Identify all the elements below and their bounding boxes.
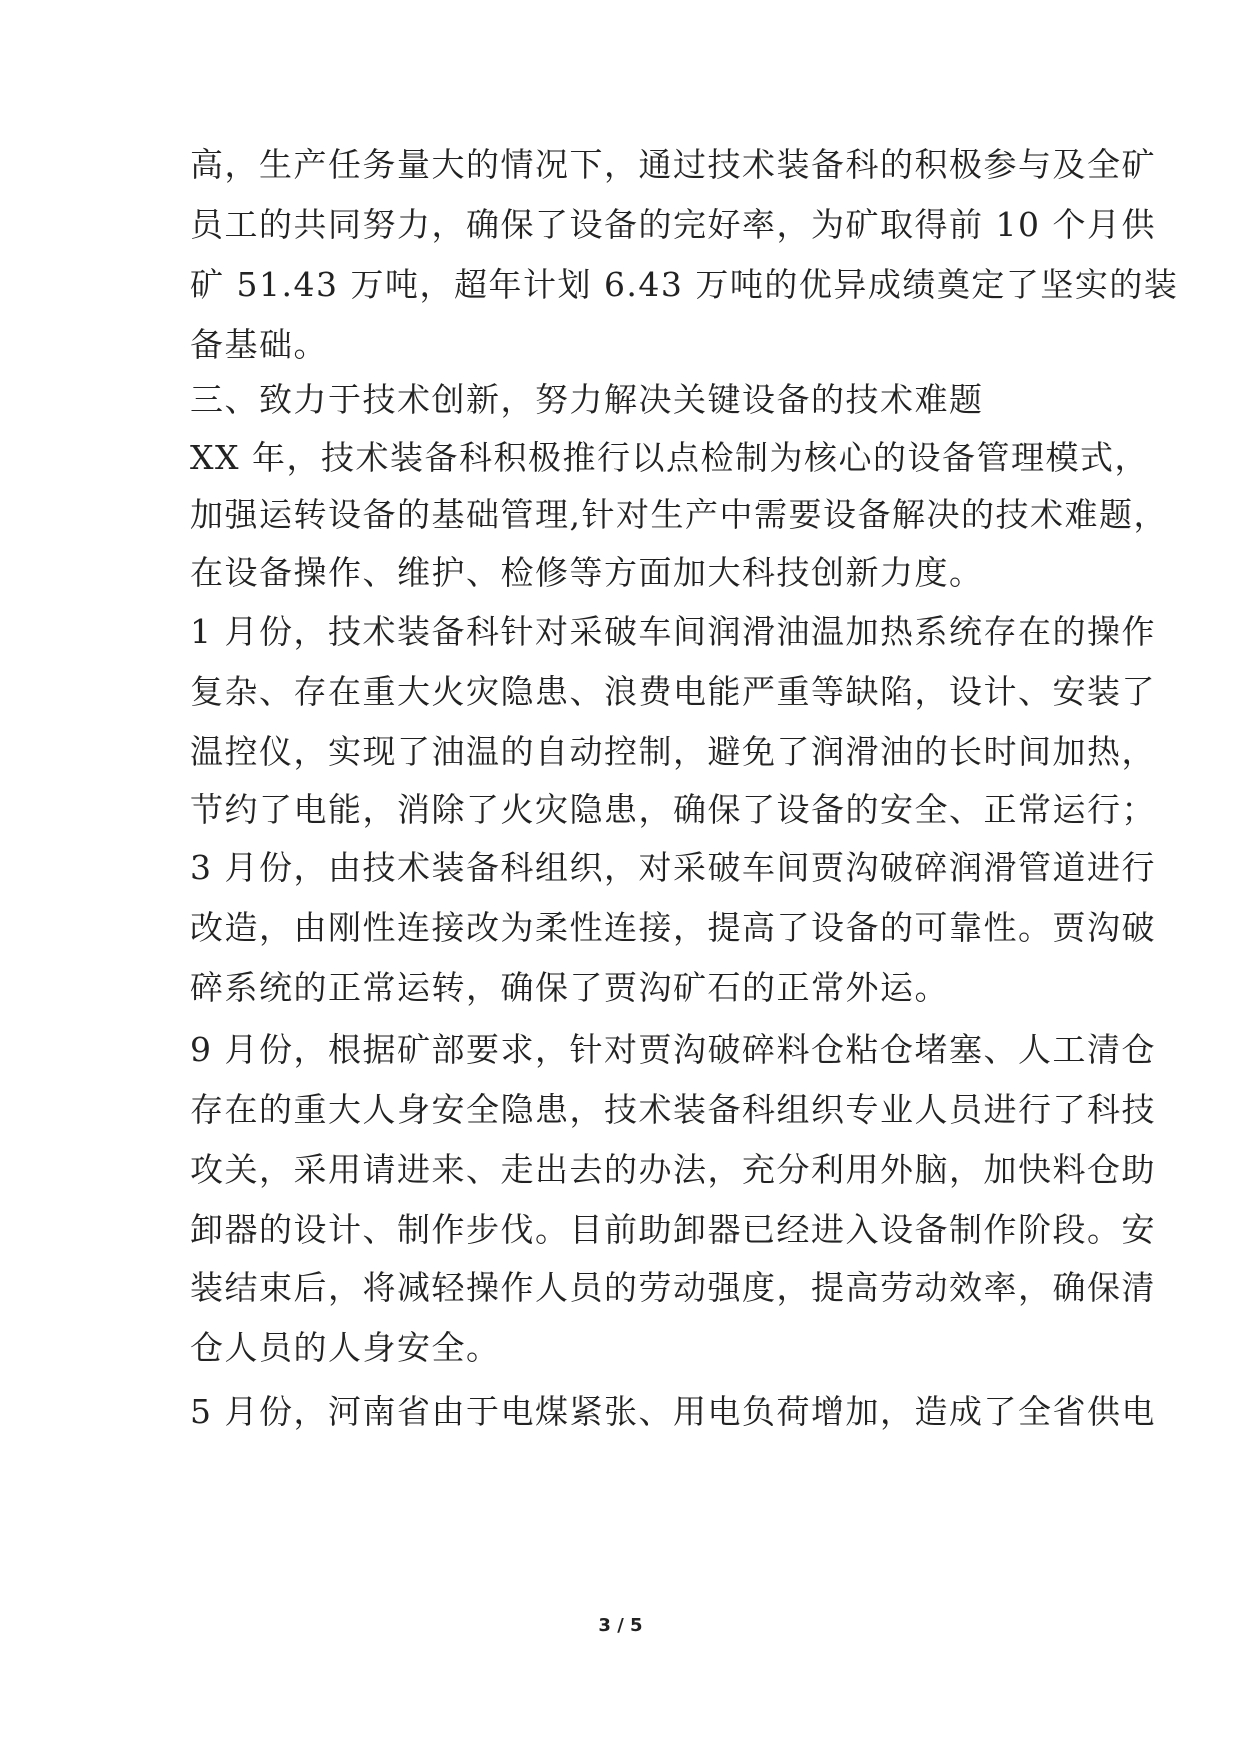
body-text-line: 5 月份，河南省由于电煤紧张、用电负荷增加，造成了全省供电 (190, 1392, 1156, 1431)
body-text-line: 9 月份，根据矿部要求，针对贾沟破碎料仓粘仓堵塞、人工清仓 (190, 1030, 1156, 1069)
body-text-line: 存在的重大人身安全隐患，技术装备科组织专业人员进行了科技 (190, 1090, 1156, 1129)
body-text-line: 温控仪，实现了油温的自动控制，避免了润滑油的长时间加热， (190, 732, 1156, 771)
body-text-line: XX 年，技术装备科积极推行以点检制为核心的设备管理模式， (190, 438, 1149, 477)
body-text-line: 卸器的设计、制作步伐。目前助卸器已经进入设备制作阶段。安 (190, 1210, 1156, 1249)
body-text-line: 节约了电能，消除了火灾隐患，确保了设备的安全、正常运行； (190, 790, 1156, 829)
body-text-line: 改造，由刚性连接改为柔性连接，提高了设备的可靠性。贾沟破 (190, 908, 1156, 947)
body-text-line: 装结束后，将减轻操作人员的劳动强度，提高劳动效率，确保清 (190, 1268, 1156, 1307)
body-text-line: 矿 51.43 万吨，超年计划 6.43 万吨的优异成绩奠定了坚实的装 (190, 265, 1179, 304)
page-number: 3 / 5 (598, 1615, 643, 1636)
body-text-line: 高，生产任务量大的情况下，通过技术装备科的积极参与及全矿 (190, 145, 1156, 184)
body-text-line: 3 月份，由技术装备科组织，对采破车间贾沟破碎润滑管道进行 (190, 848, 1156, 887)
body-text-line: 复杂、存在重大火灾隐患、浪费电能严重等缺陷，设计、安装了 (190, 672, 1156, 711)
body-text-line: 在设备操作、维护、检修等方面加大科技创新力度。 (190, 553, 984, 592)
body-text-line: 备基础。 (190, 325, 328, 364)
body-text-line: 仓人员的人身安全。 (190, 1328, 501, 1367)
body-text-line: 碎系统的正常运转，确保了贾沟矿石的正常外运。 (190, 968, 949, 1007)
body-text-line: 加强运转设备的基础管理,针对生产中需要设备解决的技术难题， (190, 495, 1168, 534)
section-heading: 三、致力于技术创新，努力解决关键设备的技术难题 (190, 380, 984, 419)
body-text-line: 员工的共同努力，确保了设备的完好率，为矿取得前 10 个月供 (190, 205, 1156, 244)
body-text-line: 攻关，采用请进来、走出去的办法，充分利用外脑，加快料仓助 (190, 1150, 1156, 1189)
body-text-line: 1 月份，技术装备科针对采破车间润滑油温加热系统存在的操作 (190, 612, 1156, 651)
